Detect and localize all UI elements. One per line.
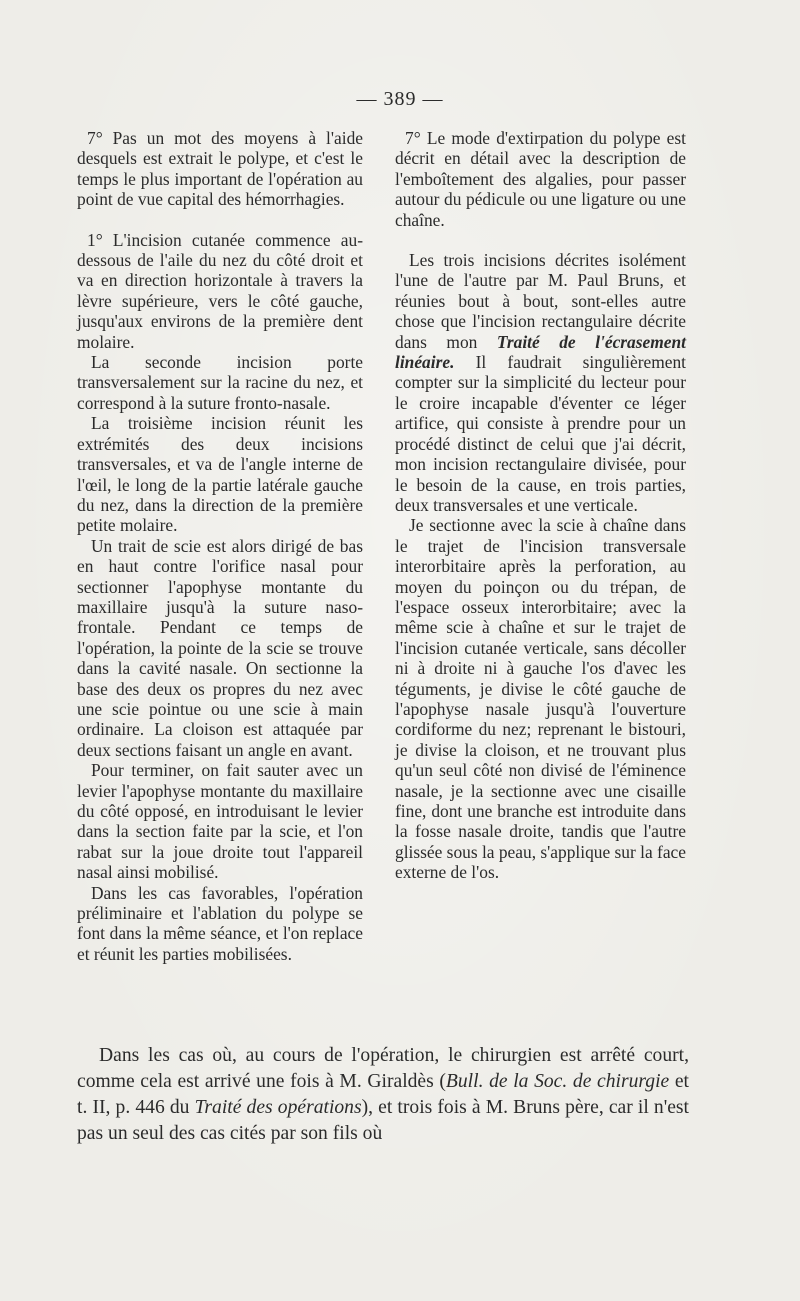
right-paragraph-3: Je sectionne avec la scie à chaîne dans le trajet de l'incision transversale interorbitaire après la perforation, au moyen du poinçon ou du trépan, de l'espace osseux interorbitaire; avec la même scie à chaîne et sur le trajet de l'incision cutanée verticale, sans décoller ni à droite ni à gauche l'os d'avec les téguments, je divise le côté gauche de l'apophyse nasale jusqu'à l'ouverture cordiforme du nez; reprenant le bistouri, je divise la cloison, et ne trouvant plus qu'un seul côté non divisé de l'éminence nasale, je la sectionne avec une cisaille fine, dont une branche est introduite dans la fosse nasale droite, tandis que l'autre glissée sous la peau, s'applique sur la face externe de l'os. — [395, 515, 686, 883]
left-paragraph-4: La troisième incision réunit les extrémités des deux incisions transversales, et va de l'angle interne de l'œil, le long de la partie latérale gauche du nez, dans la direction de la première petite molaire. — [77, 413, 363, 536]
right-column — [395, 128, 686, 883]
left-paragraph-2: 1° L'incision cutanée commence au-dessous de l'aile du nez du côté droit et va en direction horizontale à travers la lèvre supérieure, vers le côté gauche, jusqu'aux environs de la première dent molaire. — [77, 229, 363, 352]
bottom-citation-1: Bull. de la Soc. de chirurgie — [445, 1071, 670, 1092]
bottom-text-3: ), et trois fois à M. Bruns père, car il n'est pas un seul des cas cités par son fils où — [77, 1097, 689, 1144]
right-paragraph-2-text-b: Il faudrait singulièrement compter sur la simplicité du lecteur pour le croire incapable d'éventer ce léger artifice, qui consiste à prendre pour un procédé distinct de celui que j'ai décrit, mon incision rectangulaire divisée, pour le besoin de la cause, en trois parties, deux transversales et une verticale. — [395, 352, 686, 515]
right-paragraph-1: 7° Le mode d'extirpation du polype est décrit en détail avec la description de l'emboîtement des algalies, pour passer autour du pédicule ou une ligature ou une chaîne. — [395, 128, 686, 230]
bottom-text-1: Dans les cas où, au cours de l'opération, le chirurgien est arrêté court, comme cela est arrivé une fois à M. Giraldès ( — [77, 1045, 689, 1092]
page-number: — 389 — — [356, 88, 444, 110]
left-paragraph-5: Un trait de scie est alors dirigé de bas en haut contre l'orifice nasal pour sectionner l'apophyse montante du maxillaire jusqu'à la suture naso-frontale. Pendant ce temps de l'opération, la pointe de la scie se trouve dans la cavité nasale. On sectionne la base des deux os propres du nez avec une scie pointue ou une scie à main ordinaire. La cloison est attaquée par deux sections faisant un angle en avant. — [77, 535, 363, 760]
right-paragraph-2-text-a: Les trois incisions décrites isolément l'une de l'autre par M. Paul Bruns, et réunies bout à bout, sont-elles autre chose que l'incision rectangulaire décrite dans mon — [395, 250, 686, 352]
bottom-paragraph — [77, 1043, 689, 1147]
bottom-citation-2: Traité des opérations — [194, 1097, 362, 1118]
bottom-paragraph-text — [77, 1043, 689, 1147]
left-paragraph-6: Pour terminer, on fait sauter avec un levier l'apophyse montante du maxillaire du côté opposé, en introduisant le levier dans la section faite par la scie, et l'on rabat sur la joue droite tout l'appareil nasal ainsi mobilisé. — [77, 760, 363, 883]
left-paragraph-7: Dans les cas favorables, l'opération préliminaire et l'ablation du polype se font dans la même séance, et l'on replace et réunit les parties mobilisées. — [77, 882, 363, 964]
treatise-title: Traité de l'écrasement linéaire. — [395, 331, 686, 373]
bottom-text-2: et t. II, p. 446 du — [77, 1071, 690, 1118]
left-paragraph-1: 7° Pas un mot des moyens à l'aide desquels est extrait le polype, et c'est le temps le plus important de l'opération au point de vue capital des hémorrhagies. — [77, 128, 363, 210]
right-paragraph-2 — [395, 250, 686, 515]
left-paragraph-3: La seconde incision porte transversalement sur la racine du nez, et correspond à la suture fronto-nasale. — [77, 352, 363, 413]
left-column — [77, 128, 363, 964]
